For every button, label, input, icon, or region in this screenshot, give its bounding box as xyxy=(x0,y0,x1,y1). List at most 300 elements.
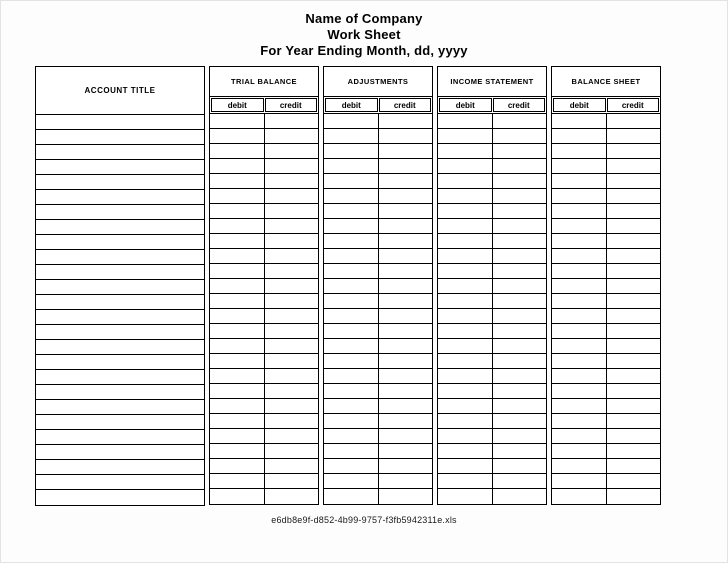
amount-row xyxy=(324,369,432,384)
debit-cell xyxy=(552,264,606,278)
income-statement-body xyxy=(438,114,546,504)
credit-cell xyxy=(378,399,433,413)
debit-cell xyxy=(438,444,492,458)
credit-cell xyxy=(492,114,547,128)
debit-cell xyxy=(210,114,264,128)
debit-cell xyxy=(438,234,492,248)
amount-row xyxy=(438,294,546,309)
debit-cell xyxy=(210,234,264,248)
amount-row xyxy=(210,339,318,354)
debit-cell xyxy=(210,354,264,368)
account-title-row xyxy=(36,175,204,190)
amount-row xyxy=(438,249,546,264)
credit-cell xyxy=(264,174,319,188)
credit-cell xyxy=(378,219,433,233)
file-name-footer: e6db8e9f-d852-4b99-9757-f3fb5942311e.xls xyxy=(271,515,457,525)
balance-sheet-subheader xyxy=(552,97,660,114)
credit-cell xyxy=(492,354,547,368)
credit-cell xyxy=(264,309,319,323)
debit-cell xyxy=(210,279,264,293)
amount-row xyxy=(552,204,660,219)
amount-row xyxy=(210,399,318,414)
credit-cell xyxy=(492,234,547,248)
account-title-body xyxy=(36,115,204,505)
debit-cell xyxy=(210,144,264,158)
credit-cell xyxy=(492,174,547,188)
debit-cell xyxy=(324,414,378,428)
amount-row xyxy=(324,324,432,339)
amount-row xyxy=(324,144,432,159)
debit-cell xyxy=(324,384,378,398)
account-title-section xyxy=(35,66,205,506)
debit-cell xyxy=(438,414,492,428)
amount-row xyxy=(324,294,432,309)
credit-cell xyxy=(378,129,433,143)
amount-row xyxy=(552,369,660,384)
account-title-row xyxy=(36,265,204,280)
trial-balance-body xyxy=(210,114,318,504)
debit-cell xyxy=(324,309,378,323)
amount-row xyxy=(552,249,660,264)
amount-row xyxy=(552,114,660,129)
amount-row xyxy=(552,444,660,459)
amount-row xyxy=(552,324,660,339)
debit-cell xyxy=(324,294,378,308)
debit-cell xyxy=(552,294,606,308)
credit-cell xyxy=(264,129,319,143)
amount-row xyxy=(438,489,546,504)
amount-row xyxy=(438,474,546,489)
company-name-title: Name of Company xyxy=(305,11,423,26)
credit-cell xyxy=(378,309,433,323)
credit-cell xyxy=(492,279,547,293)
debit-cell xyxy=(552,324,606,338)
adjustments-header: ADJUSTMENTS xyxy=(324,67,432,97)
amount-row xyxy=(210,174,318,189)
amount-row xyxy=(324,399,432,414)
credit-cell xyxy=(606,309,661,323)
credit-cell xyxy=(264,264,319,278)
credit-cell xyxy=(378,189,433,203)
balance-sheet-debit-header: debit xyxy=(553,98,606,112)
debit-cell xyxy=(438,399,492,413)
account-title-row xyxy=(36,490,204,505)
credit-cell xyxy=(606,159,661,173)
debit-cell xyxy=(552,339,606,353)
document-header xyxy=(0,0,728,59)
amount-row xyxy=(552,429,660,444)
credit-cell xyxy=(606,459,661,473)
debit-cell xyxy=(552,204,606,218)
credit-cell xyxy=(378,279,433,293)
adjustments-subheader xyxy=(324,97,432,114)
amount-row xyxy=(438,399,546,414)
debit-cell xyxy=(552,369,606,383)
credit-cell xyxy=(606,444,661,458)
amount-row xyxy=(324,264,432,279)
credit-cell xyxy=(378,114,433,128)
credit-cell xyxy=(378,354,433,368)
credit-cell xyxy=(492,294,547,308)
amount-row xyxy=(438,369,546,384)
debit-cell xyxy=(324,234,378,248)
debit-cell xyxy=(324,204,378,218)
credit-cell xyxy=(606,489,661,504)
credit-cell xyxy=(606,234,661,248)
debit-cell xyxy=(210,204,264,218)
debit-cell xyxy=(438,114,492,128)
credit-cell xyxy=(492,339,547,353)
amount-row xyxy=(438,414,546,429)
amount-row xyxy=(210,159,318,174)
amount-row xyxy=(552,294,660,309)
amount-row xyxy=(210,384,318,399)
amount-row xyxy=(324,159,432,174)
amount-row xyxy=(552,264,660,279)
debit-cell xyxy=(210,129,264,143)
credit-cell xyxy=(378,234,433,248)
debit-cell xyxy=(438,129,492,143)
credit-cell xyxy=(264,384,319,398)
debit-cell xyxy=(438,429,492,443)
credit-cell xyxy=(606,369,661,383)
account-title-row xyxy=(36,340,204,355)
credit-cell xyxy=(264,339,319,353)
credit-cell xyxy=(264,189,319,203)
debit-cell xyxy=(438,204,492,218)
credit-cell xyxy=(492,474,547,488)
amount-row xyxy=(552,459,660,474)
worksheet-title: Work Sheet xyxy=(327,27,401,42)
account-title-row xyxy=(36,115,204,130)
amount-row xyxy=(210,189,318,204)
debit-cell xyxy=(210,324,264,338)
amount-row xyxy=(438,114,546,129)
credit-cell xyxy=(492,369,547,383)
credit-cell xyxy=(606,249,661,263)
debit-cell xyxy=(438,249,492,263)
credit-cell xyxy=(492,144,547,158)
credit-cell xyxy=(264,369,319,383)
debit-cell xyxy=(210,444,264,458)
amount-row xyxy=(552,399,660,414)
credit-cell xyxy=(606,264,661,278)
amount-row xyxy=(324,234,432,249)
debit-cell xyxy=(552,219,606,233)
debit-cell xyxy=(438,324,492,338)
debit-cell xyxy=(438,459,492,473)
amount-row xyxy=(438,429,546,444)
income-statement-subheader xyxy=(438,97,546,114)
account-title-row xyxy=(36,235,204,250)
credit-cell xyxy=(264,144,319,158)
debit-cell xyxy=(324,264,378,278)
account-title-row xyxy=(36,295,204,310)
credit-cell xyxy=(606,189,661,203)
debit-cell xyxy=(438,174,492,188)
amount-row xyxy=(324,129,432,144)
debit-cell xyxy=(438,264,492,278)
credit-cell xyxy=(264,234,319,248)
debit-cell xyxy=(210,159,264,173)
account-title-row xyxy=(36,400,204,415)
debit-cell xyxy=(552,234,606,248)
amount-row xyxy=(210,474,318,489)
account-title-row xyxy=(36,325,204,340)
credit-cell xyxy=(606,174,661,188)
debit-cell xyxy=(438,309,492,323)
debit-cell xyxy=(552,384,606,398)
balance-sheet-credit-header: credit xyxy=(607,98,660,112)
amount-row xyxy=(438,309,546,324)
amount-row xyxy=(552,144,660,159)
credit-cell xyxy=(378,324,433,338)
debit-cell xyxy=(210,384,264,398)
credit-cell xyxy=(606,354,661,368)
amount-row xyxy=(552,159,660,174)
amount-row xyxy=(210,144,318,159)
credit-cell xyxy=(492,444,547,458)
debit-cell xyxy=(438,144,492,158)
debit-cell xyxy=(324,444,378,458)
balance-sheet-body xyxy=(552,114,660,504)
debit-cell xyxy=(552,399,606,413)
credit-cell xyxy=(492,129,547,143)
account-title-row xyxy=(36,310,204,325)
credit-cell xyxy=(264,474,319,488)
credit-cell xyxy=(492,489,547,504)
amount-row xyxy=(210,234,318,249)
debit-cell xyxy=(438,354,492,368)
credit-cell xyxy=(264,294,319,308)
credit-cell xyxy=(606,129,661,143)
amount-row xyxy=(438,174,546,189)
amount-row xyxy=(438,444,546,459)
credit-cell xyxy=(492,309,547,323)
credit-cell xyxy=(606,429,661,443)
amount-row xyxy=(438,354,546,369)
amount-row xyxy=(438,279,546,294)
debit-cell xyxy=(552,429,606,443)
debit-cell xyxy=(324,339,378,353)
debit-cell xyxy=(210,339,264,353)
account-title-row xyxy=(36,145,204,160)
debit-cell xyxy=(210,174,264,188)
credit-cell xyxy=(264,459,319,473)
debit-cell xyxy=(324,174,378,188)
amount-row xyxy=(324,204,432,219)
credit-cell xyxy=(492,159,547,173)
group-income-statement xyxy=(437,66,547,505)
account-title-row xyxy=(36,130,204,145)
debit-cell xyxy=(552,279,606,293)
debit-cell xyxy=(552,354,606,368)
credit-cell xyxy=(264,444,319,458)
credit-cell xyxy=(492,204,547,218)
credit-cell xyxy=(264,279,319,293)
credit-cell xyxy=(264,249,319,263)
debit-cell xyxy=(324,144,378,158)
amount-row xyxy=(324,174,432,189)
credit-cell xyxy=(492,189,547,203)
credit-cell xyxy=(378,474,433,488)
account-title-row xyxy=(36,205,204,220)
amount-row xyxy=(324,354,432,369)
credit-cell xyxy=(606,339,661,353)
credit-cell xyxy=(264,399,319,413)
amount-row xyxy=(210,264,318,279)
adjustments-debit-header: debit xyxy=(325,98,378,112)
credit-cell xyxy=(606,399,661,413)
amount-row xyxy=(552,129,660,144)
debit-cell xyxy=(210,369,264,383)
amount-row xyxy=(324,414,432,429)
income-statement-credit-header: credit xyxy=(493,98,546,112)
credit-cell xyxy=(606,324,661,338)
account-title-row xyxy=(36,460,204,475)
debit-cell xyxy=(552,249,606,263)
credit-cell xyxy=(606,204,661,218)
debit-cell xyxy=(438,189,492,203)
amount-row xyxy=(210,219,318,234)
amount-row xyxy=(210,444,318,459)
debit-cell xyxy=(210,219,264,233)
account-title-row xyxy=(36,190,204,205)
credit-cell xyxy=(264,414,319,428)
account-title-row xyxy=(36,430,204,445)
credit-cell xyxy=(378,159,433,173)
amount-row xyxy=(438,324,546,339)
debit-cell xyxy=(438,294,492,308)
amount-row xyxy=(438,264,546,279)
amount-row xyxy=(438,339,546,354)
credit-cell xyxy=(378,369,433,383)
debit-cell xyxy=(552,489,606,504)
amount-row xyxy=(324,339,432,354)
credit-cell xyxy=(378,294,433,308)
debit-cell xyxy=(324,219,378,233)
debit-cell xyxy=(438,279,492,293)
account-title-row xyxy=(36,280,204,295)
amount-row xyxy=(324,219,432,234)
debit-cell xyxy=(210,414,264,428)
amount-row xyxy=(324,444,432,459)
adjustments-credit-header: credit xyxy=(379,98,432,112)
amount-row xyxy=(210,249,318,264)
debit-cell xyxy=(210,474,264,488)
debit-cell xyxy=(324,324,378,338)
credit-cell xyxy=(264,114,319,128)
credit-cell xyxy=(264,429,319,443)
credit-cell xyxy=(378,489,433,504)
group-adjustments xyxy=(323,66,433,505)
credit-cell xyxy=(492,384,547,398)
credit-cell xyxy=(606,414,661,428)
account-title-row xyxy=(36,370,204,385)
debit-cell xyxy=(324,189,378,203)
credit-cell xyxy=(492,219,547,233)
credit-cell xyxy=(492,429,547,443)
debit-cell xyxy=(552,129,606,143)
amount-row xyxy=(552,189,660,204)
account-title-row xyxy=(36,355,204,370)
income-statement-debit-header: debit xyxy=(439,98,492,112)
credit-cell xyxy=(606,114,661,128)
debit-cell xyxy=(210,309,264,323)
account-title-row xyxy=(36,445,204,460)
debit-cell xyxy=(552,309,606,323)
amount-row xyxy=(438,189,546,204)
debit-cell xyxy=(324,429,378,443)
debit-cell xyxy=(438,384,492,398)
debit-cell xyxy=(552,174,606,188)
credit-cell xyxy=(606,144,661,158)
amount-row xyxy=(552,339,660,354)
debit-cell xyxy=(324,129,378,143)
amount-row xyxy=(552,309,660,324)
account-title-row xyxy=(36,160,204,175)
account-title-row xyxy=(36,220,204,235)
amount-row xyxy=(210,294,318,309)
trial-balance-subheader xyxy=(210,97,318,114)
credit-cell xyxy=(492,414,547,428)
period-title: For Year Ending Month, dd, yyyy xyxy=(260,43,468,58)
amount-row xyxy=(438,219,546,234)
debit-cell xyxy=(210,264,264,278)
trial-balance-debit-header: debit xyxy=(211,98,264,112)
debit-cell xyxy=(552,144,606,158)
amount-row xyxy=(438,204,546,219)
credit-cell xyxy=(264,489,319,504)
credit-cell xyxy=(264,219,319,233)
amount-row xyxy=(324,384,432,399)
amount-row xyxy=(210,459,318,474)
debit-cell xyxy=(438,219,492,233)
debit-cell xyxy=(210,294,264,308)
worksheet-table xyxy=(35,66,728,506)
debit-cell xyxy=(438,369,492,383)
credit-cell xyxy=(606,279,661,293)
amount-row xyxy=(210,279,318,294)
account-title-row xyxy=(36,250,204,265)
amount-row xyxy=(210,324,318,339)
amount-row xyxy=(552,474,660,489)
credit-cell xyxy=(378,204,433,218)
amount-row xyxy=(324,279,432,294)
debit-cell xyxy=(438,159,492,173)
amount-row xyxy=(438,129,546,144)
amount-row xyxy=(210,114,318,129)
debit-cell xyxy=(552,414,606,428)
income-statement-header: INCOME STATEMENT xyxy=(438,67,546,97)
credit-cell xyxy=(378,249,433,263)
account-title-row xyxy=(36,415,204,430)
credit-cell xyxy=(264,159,319,173)
amount-row xyxy=(438,234,546,249)
debit-cell xyxy=(324,159,378,173)
amount-row xyxy=(552,384,660,399)
amount-row xyxy=(210,204,318,219)
amount-row xyxy=(324,114,432,129)
debit-cell xyxy=(552,459,606,473)
account-title-row xyxy=(36,475,204,490)
debit-cell xyxy=(210,459,264,473)
debit-cell xyxy=(552,444,606,458)
account-title-header: ACCOUNT TITLE xyxy=(36,67,204,115)
credit-cell xyxy=(378,384,433,398)
amount-row xyxy=(210,369,318,384)
amount-row xyxy=(324,309,432,324)
